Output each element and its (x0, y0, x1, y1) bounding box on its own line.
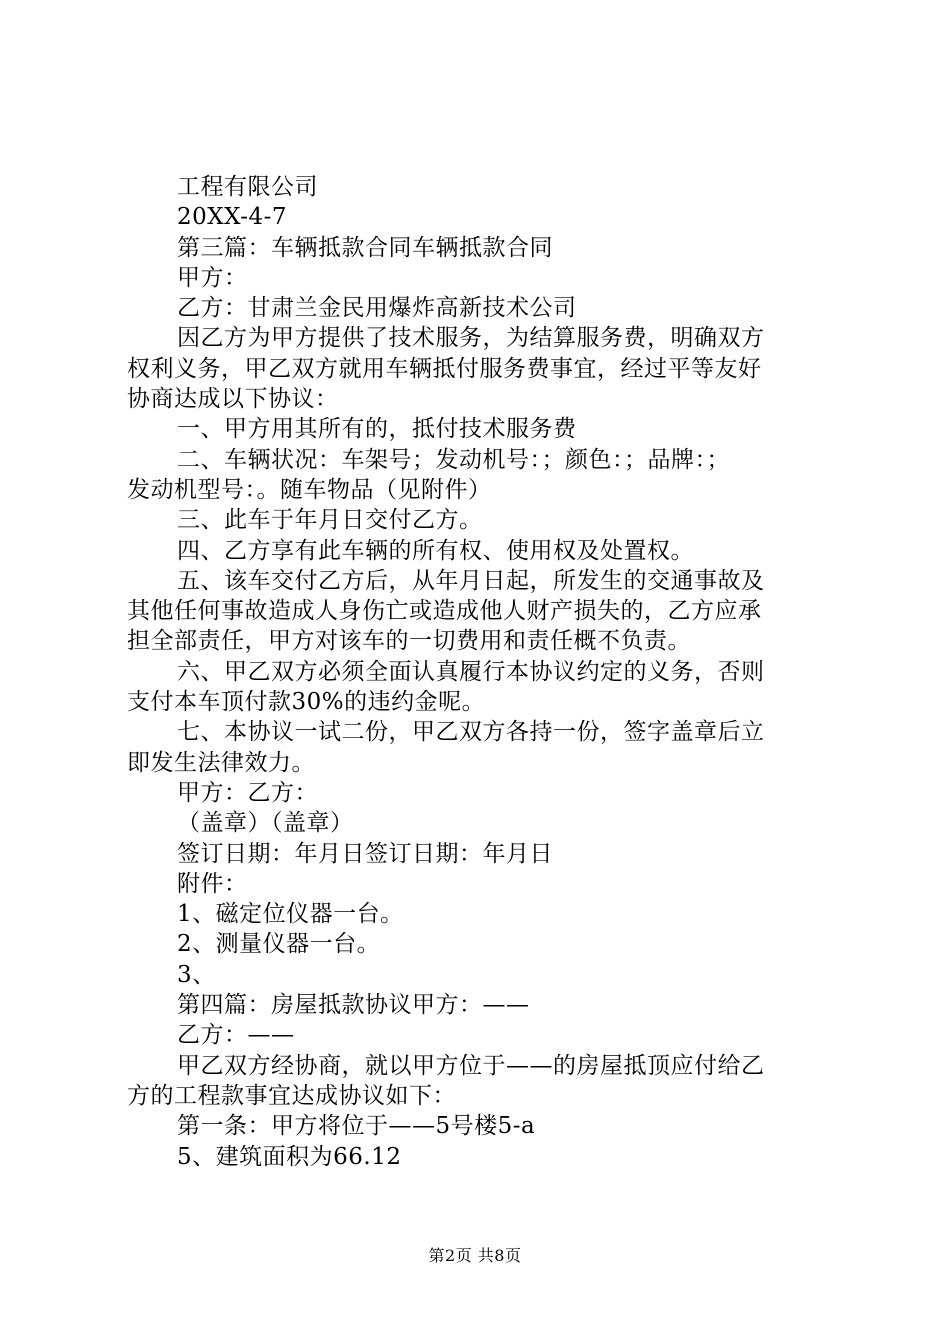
document-body (127, 172, 837, 1172)
text-line: 20XX-4-7 (177, 204, 288, 231)
attachment-heading: 附件： (177, 870, 248, 897)
clause-line: 5、建筑面积为66.12 (177, 1143, 402, 1170)
paragraph-line: 甲乙双方经协商，就以甲方位于——的房屋抵顶应付给乙 (177, 1052, 765, 1079)
clause-line: 第一条：甲方将位于——5号楼5-a (177, 1113, 536, 1140)
clause-line: 支付本车顶付款30%的违约金呢。 (127, 689, 486, 716)
paragraph-line: 协商达成以下协议： (127, 386, 339, 413)
clause-line: 其他任何事故造成人身伤亡或造成他人财产损失的，乙方应承 (127, 598, 762, 625)
clause-line: 三、此车于年月日交付乙方。 (177, 507, 483, 534)
text-line: 工程有限公司 (177, 174, 318, 200)
signature-line: 甲方：乙方： (177, 779, 318, 806)
clause-line: 七、本协议一试二份，甲乙双方各持一份，签字盖章后立 (177, 719, 765, 746)
paragraph-line: 方的工程款事宜达成协议如下： (127, 1082, 456, 1109)
clause-line: 发动机型号：。随车物品（见附件） (127, 476, 492, 503)
text-line: 甲方： (177, 264, 248, 291)
attachment-item: 2、测量仪器一台。 (177, 931, 381, 958)
clause-line: 一、甲方用其所有的，抵付技术服务费 (177, 416, 577, 443)
clause-line: 二、车辆状况：车架号；发动机号：；颜色：；品牌：； (177, 446, 730, 473)
clause-line: 即发生法律效力。 (127, 749, 315, 776)
date-line: 签订日期：年月日签订日期：年月日 (177, 840, 553, 867)
section-heading: 第四篇：房屋抵款协议甲方：—— (177, 992, 530, 1019)
seal-line: （盖章）（盖章） (177, 810, 354, 837)
clause-line: 四、乙方享有此车辆的所有权、使用权及处置权。 (177, 537, 694, 564)
section-heading: 第三篇：车辆抵款合同车辆抵款合同 (177, 234, 553, 261)
paragraph-line: 因乙方为甲方提供了技术服务，为结算服务费，明确双方 (177, 325, 765, 352)
text-line: 乙方：甘肃兰金民用爆炸高新技术公司 (177, 295, 577, 322)
clause-line: 五、该车交付乙方后，从年月日起，所发生的交通事故及 (177, 567, 765, 594)
clause-line: 担全部责任，甲方对该车的一切费用和责任概不负责。 (127, 628, 691, 655)
attachment-item: 1、磁定位仪器一台。 (177, 901, 404, 928)
page-footer: 第2页 共8页 (428, 1246, 522, 1265)
attachment-item: 3、 (177, 961, 216, 988)
text-line: 乙方：—— (177, 1022, 295, 1049)
paragraph-line: 权利义务，甲乙双方就用车辆抵付服务费事宜，经过平等友好 (127, 355, 762, 382)
clause-line: 六、甲乙双方必须全面认真履行本协议约定的义务，否则 (177, 658, 765, 685)
